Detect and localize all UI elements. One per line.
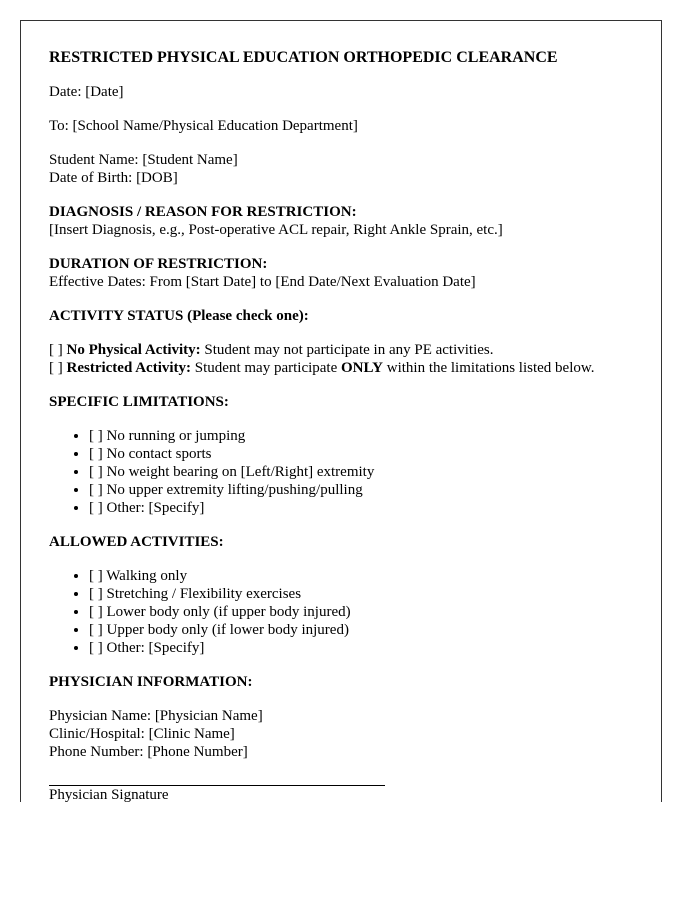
restricted-label: Restricted Activity: <box>66 360 192 376</box>
list-item: • [ ] No upper extremity lifting/pushing/pulling <box>89 481 649 499</box>
list-item: • [ ] No weight bearing on [Left/Right] extremity <box>89 463 649 481</box>
list-item: • [ ] Other: [Specify] <box>89 499 649 517</box>
document-title: RESTRICTED PHYSICAL EDUCATION ORTHOPEDIC CLEARANCE <box>49 49 558 66</box>
activity-option-no-activity <box>49 341 649 359</box>
checkbox-placeholder: [ ] <box>49 360 63 376</box>
activity-option-restricted <box>49 359 649 377</box>
allowed-activities-list <box>49 567 649 657</box>
no-activity-label: No Physical Activity: <box>66 342 201 358</box>
diagnosis-text: [Insert Diagnosis, e.g., Post-operative ACL repair, Right Ankle Sprain, etc.] <box>49 222 503 238</box>
date-line: Date: [Date] <box>49 84 124 100</box>
signature-label: Physician Signature <box>49 787 169 802</box>
list-item: • [ ] Other: [Specify] <box>89 639 649 657</box>
restricted-text-before: Student may participate <box>194 360 338 376</box>
physician-name-line: Physician Name: [Physician Name] <box>49 708 263 724</box>
duration-text: Effective Dates: From [Start Date] to [End Date/Next Evaluation Date] <box>49 274 476 290</box>
document-page <box>20 20 662 802</box>
restricted-emphasis: ONLY <box>341 360 383 376</box>
list-item: • [ ] No running or jumping <box>89 427 649 445</box>
activity-status-options <box>49 341 649 377</box>
specific-limitations-heading: SPECIFIC LIMITATIONS: <box>49 394 229 410</box>
list-item: • [ ] Upper body only (if lower body injured) <box>89 621 649 639</box>
phone-line: Phone Number: [Phone Number] <box>49 744 248 760</box>
list-item: • [ ] No contact sports <box>89 445 649 463</box>
list-item: • [ ] Walking only <box>89 567 649 585</box>
activity-status-heading: ACTIVITY STATUS (Please check one): <box>49 308 309 324</box>
checkbox-placeholder: [ ] <box>49 342 63 358</box>
document-content <box>49 49 649 802</box>
restricted-text-after: within the limitations listed below. <box>386 360 595 376</box>
physician-info <box>49 707 649 761</box>
duration-section <box>49 255 649 291</box>
physician-heading: PHYSICIAN INFORMATION: <box>49 674 253 690</box>
student-info <box>49 151 649 187</box>
allowed-activities-heading: ALLOWED ACTIVITIES: <box>49 534 224 550</box>
duration-heading: DURATION OF RESTRICTION: <box>49 256 268 272</box>
diagnosis-heading: DIAGNOSIS / REASON FOR RESTRICTION: <box>49 204 357 220</box>
list-item: • [ ] Lower body only (if upper body injured) <box>89 603 649 621</box>
diagnosis-section <box>49 203 649 239</box>
list-item: • [ ] Stretching / Flexibility exercises <box>89 585 649 603</box>
clinic-line: Clinic/Hospital: [Clinic Name] <box>49 726 235 742</box>
to-line: To: [School Name/Physical Education Department] <box>49 118 358 134</box>
dob-line: Date of Birth: [DOB] <box>49 170 178 186</box>
specific-limitations-list <box>49 427 649 517</box>
student-name-line: Student Name: [Student Name] <box>49 152 238 168</box>
no-activity-text: Student may not participate in any PE activities. <box>204 342 494 358</box>
